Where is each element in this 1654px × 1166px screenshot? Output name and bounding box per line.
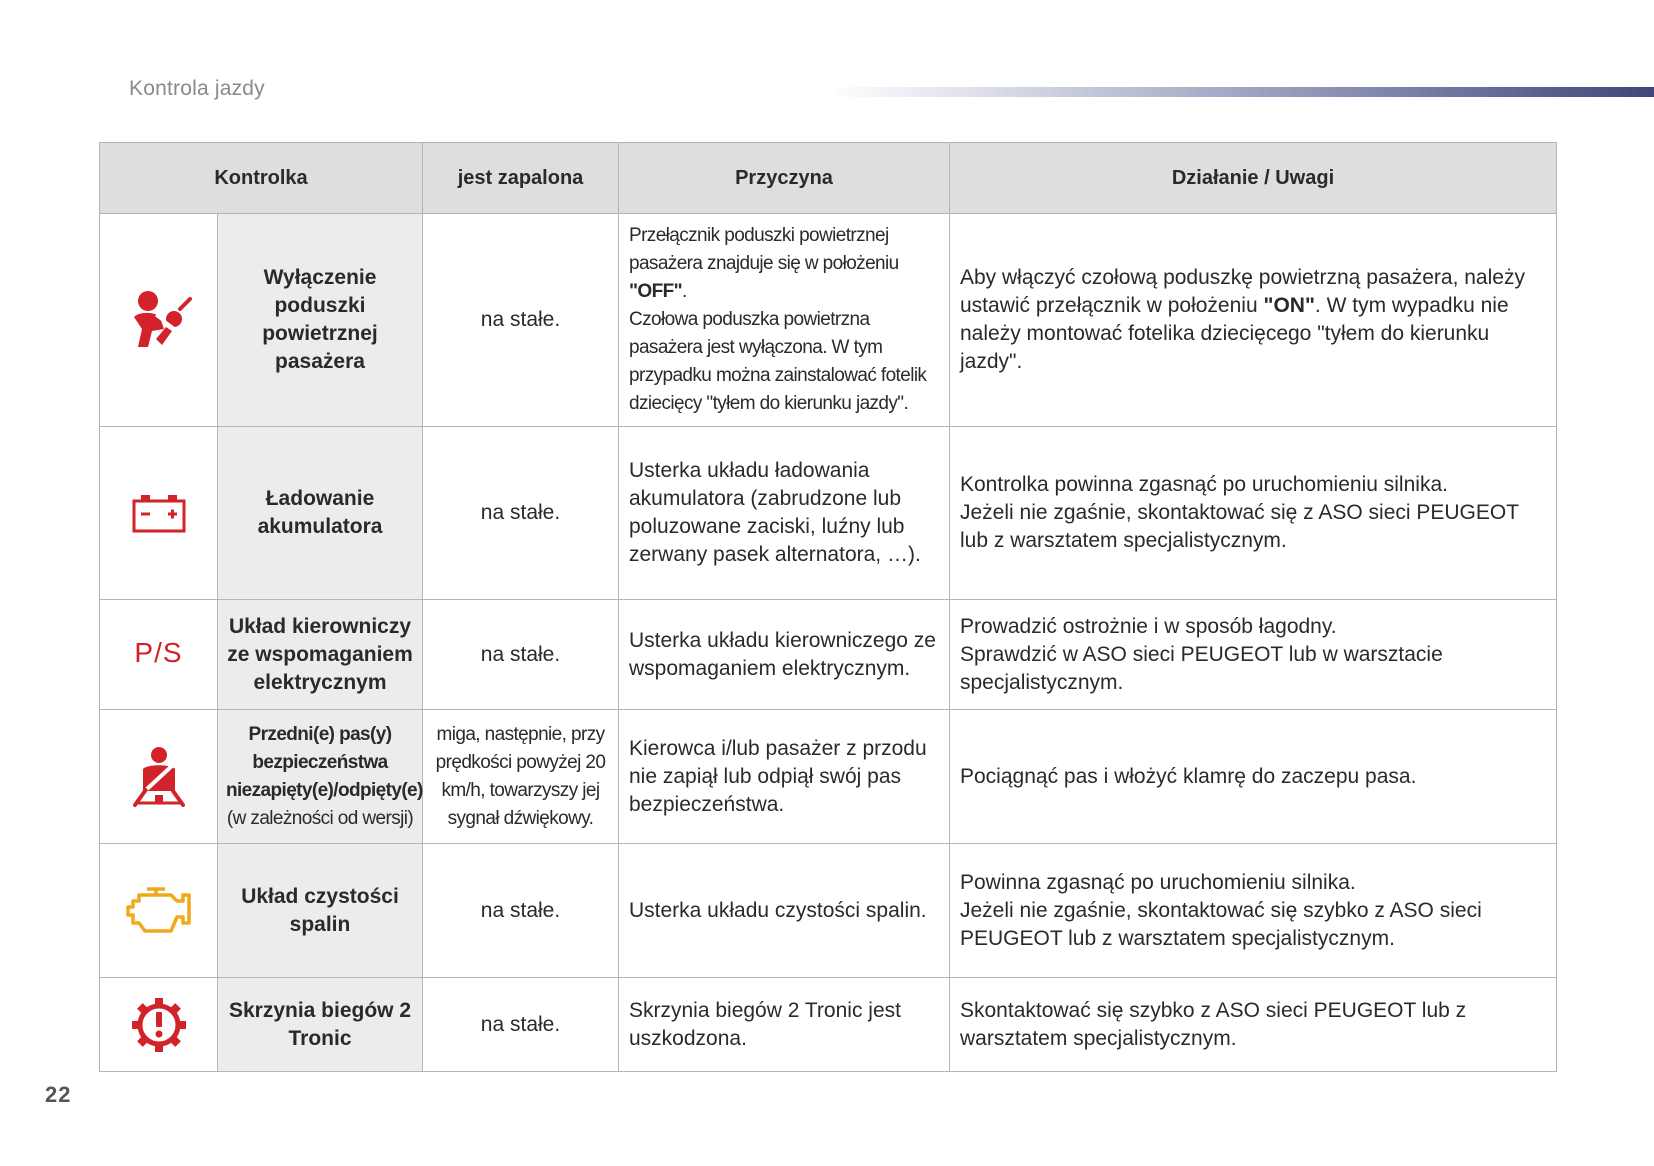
cause-line: Przełącznik poduszki powietrznej pasażera znajduje się w położeniu: [629, 225, 899, 274]
cause-line: .: [682, 281, 687, 302]
light-name: Układ czystości spalin: [218, 844, 423, 978]
column-header-lit: jest zapalona: [423, 143, 619, 214]
column-header-action: Działanie / Uwagi: [950, 143, 1557, 214]
page-number: 22: [45, 1082, 72, 1107]
action-line: Aby włączyć czołową poduszkę powietrzną pasażera, należy ustawić przełącznik w położeniu: [960, 266, 1525, 317]
table-row-emission: [100, 844, 1557, 978]
lit-status: na stałe.: [423, 427, 619, 600]
lit-status: miga, następnie, przy prędkości powyżej 20 km/h, towarzyszy jej sygnał dźwiękowy.: [423, 710, 619, 844]
gearbox-fault-icon: [131, 997, 187, 1053]
action-text: Skontaktować się szybko z ASO sieci PEUGEOT lub z warsztatem specjalistycznym.: [950, 978, 1557, 1072]
table-row-power-steering: [100, 600, 1557, 710]
action-text: [950, 844, 1557, 978]
icon-cell: [100, 427, 218, 600]
version-note: (w zależności od wersji): [226, 807, 414, 829]
light-name: Skrzynia biegów 2 Tronic: [218, 978, 423, 1072]
seatbelt-icon: [129, 745, 189, 809]
action-text: [950, 427, 1557, 600]
lit-status: na stałe.: [423, 844, 619, 978]
battery-icon: [131, 492, 187, 534]
table-row-gearbox: [100, 978, 1557, 1072]
lit-status: na stałe.: [423, 214, 619, 427]
lit-status: na stałe.: [423, 978, 619, 1072]
action-line: Sprawdzić w ASO sieci PEUGEOT lub w warsztacie specjalistycznym.: [960, 642, 1443, 694]
table-header-row: [100, 143, 1557, 214]
cause-text: Skrzynia biegów 2 Tronic jest uszkodzona.: [619, 978, 950, 1072]
lit-status: na stałe.: [423, 600, 619, 710]
warning-lights-table: [99, 142, 1557, 1072]
light-name: Ładowanie akumulatora: [218, 427, 423, 600]
action-line: . W tym wypadku nie należy montować fotelika dziecięcego "tyłem do kierunku jazdy".: [960, 294, 1509, 373]
table-row-battery: [100, 427, 1557, 600]
cause-line: Czołowa poduszka powietrzna pasażera jest wyłączona. W tym przypadku można zainstalować fotelik dziecięcy "tyłem do kierunku jazdy".: [629, 309, 927, 414]
cause-text: Usterka układu ładowania akumulatora (zabrudzone lub poluzowane zaciski, luźny lub zerwany pasek alternatora, …).: [619, 427, 950, 600]
cause-text: Usterka układu czystości spalin.: [619, 844, 950, 978]
icon-cell: [100, 214, 218, 427]
icon-cell: [100, 710, 218, 844]
airbag-off-icon: [126, 287, 192, 353]
icon-cell: [100, 844, 218, 978]
cause-text: Kierowca i/lub pasażer z przodu nie zapiął lub odpiął swój pas bezpieczeństwa.: [619, 710, 950, 844]
section-title: Kontrola jazdy: [129, 77, 265, 100]
light-name: Wyłączenie poduszki powietrznej pasażera: [218, 214, 423, 427]
action-line: Powinna zgasnąć po uruchomieniu silnika.: [960, 870, 1356, 894]
light-name: [218, 710, 423, 844]
light-name: Układ kierowniczy ze wspomaganiem elektrycznym: [218, 600, 423, 710]
action-line: Jeżeli nie zgaśnie, skontaktować się z ASO sieci PEUGEOT lub z warsztatem specjalistycznym.: [960, 501, 1519, 552]
action-line: Kontrolka powinna zgasnąć po uruchomieniu silnika.: [960, 473, 1448, 496]
cause-text: Usterka układu kierowniczego ze wspomaganiem elektrycznym.: [619, 600, 950, 710]
engine-icon: [125, 885, 193, 937]
header-gradient-bar: [828, 87, 1654, 97]
column-header-cause: Przyczyna: [619, 143, 950, 214]
light-name-main: Przedni(e) pas(y) bezpieczeństwa niezapięty(e)/odpięty(e): [226, 723, 423, 801]
cause-text: [619, 214, 950, 427]
icon-cell: [100, 600, 218, 710]
column-header-kontrolka: Kontrolka: [100, 143, 423, 214]
action-line: Prowadzić ostrożnie i w sposób łagodny.: [960, 614, 1337, 638]
action-text: Pociągnąć pas i włożyć klamrę do zaczepu pasa.: [950, 710, 1557, 844]
action-text: [950, 600, 1557, 710]
action-line: Jeżeli nie zgaśnie, skontaktować się szybko z ASO sieci PEUGEOT lub z warsztatem specjalistycznym.: [960, 898, 1482, 950]
power-steering-icon: P/S: [134, 637, 183, 668]
action-text: [950, 214, 1557, 427]
table-row-airbag: [100, 214, 1557, 427]
cause-off-value: "OFF": [629, 281, 683, 302]
table-row-seatbelt: [100, 710, 1557, 844]
icon-cell: [100, 978, 218, 1072]
action-on-value: "ON": [1263, 294, 1315, 317]
